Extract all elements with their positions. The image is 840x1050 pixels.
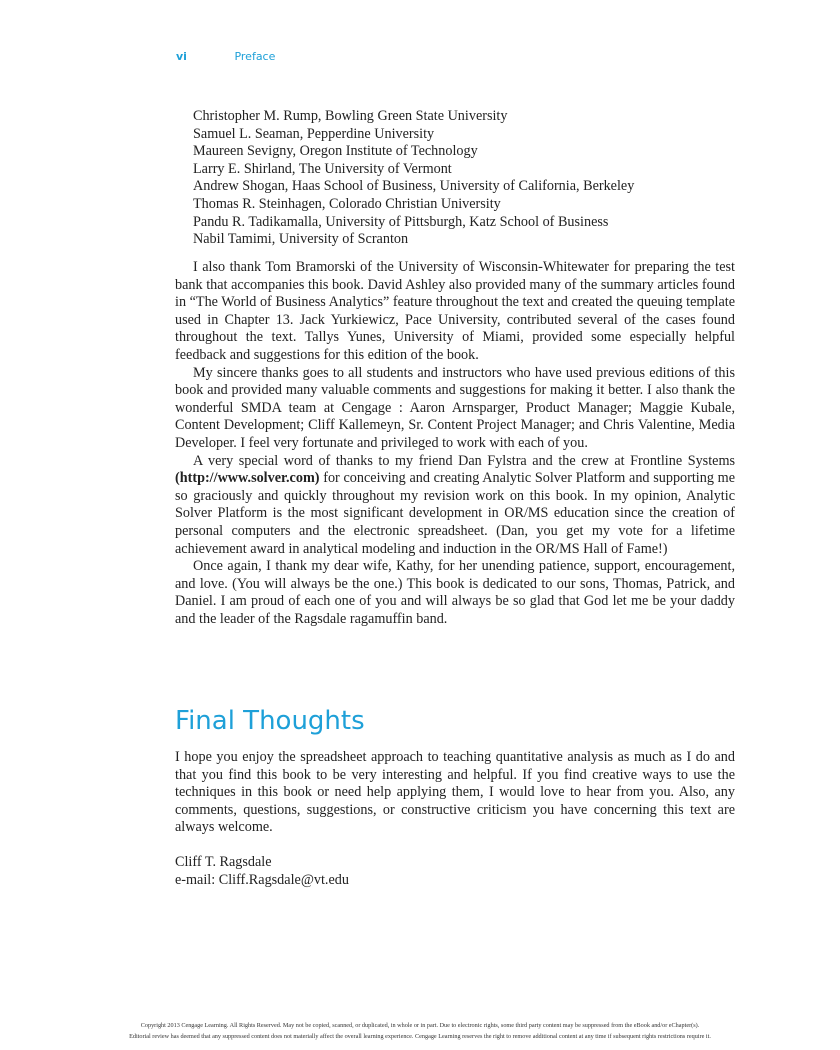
list-item: Samuel L. Seaman, Pepperdine University bbox=[193, 125, 435, 142]
paragraph: Once again, I thank my dear wife, Kathy, for her unending patience, support, encouragement, and love. (You will always be the one.) This book is dedicated to our sons, Thomas, Patrick, and Daniel. I am proud of each one of you and will always be so glad that God let me be your daddy and the leader of the Ragsdale ragamuffin band. bbox=[175, 558, 735, 627]
list-item: Andrew Shogan, Haas School of Business, University of California, Berkeley bbox=[193, 178, 635, 195]
list-item: Maureen Sevigny, Oregon Institute of Technology bbox=[193, 143, 478, 160]
copyright-notice bbox=[0, 1020, 840, 1042]
paragraph-text: A very special word of thanks to my friend Dan Fylstra and the crew at Frontline Systems bbox=[193, 452, 735, 469]
paragraph-text: for conceiving and creating Analytic Solver Platform and supporting me so graciously and quickly throughout my revision work on this book. In my opinion, Analytic Solver Platform is the most significant development in OR/MS education since the creation of personal computers and the electronic spreadsheet. (Dan, you get my vote for a lifetime achievement award in analytical modeling and induction in the OR/MS Hall of Fame!) bbox=[175, 470, 735, 557]
signature-block bbox=[175, 854, 349, 889]
author-email: e-mail: Cliff.Ragsdale@vt.edu bbox=[175, 871, 349, 888]
list-item: Larry E. Shirland, The University of Vermont bbox=[193, 160, 452, 177]
list-item: Christopher M. Rump, Bowling Green State University bbox=[193, 108, 508, 124]
copyright-line: Copyright 2013 Cengage Learning. All Rights Reserved. May not be copied, scanned, or duplicated, in whole or in part. Due to electronic rights, some third party content may be suppressed from the eBook and/or eChapter(s). bbox=[140, 1022, 700, 1029]
list-item: Nabil Tamimi, University of Scranton bbox=[193, 231, 409, 248]
solver-url-link[interactable]: (http://www.solver.com) bbox=[175, 470, 320, 487]
paragraph: I hope you enjoy the spreadsheet approach to teaching quantitative analysis as much as I do and that you find this book to be very interesting and helpful. If you find creative ways to use the techniques in this book or need help applying them, I would love to hear from you. Also, any comments, questions, suggestions, or constructive criticism you have concerning this text are always welcome. bbox=[175, 749, 735, 836]
list-item: Pandu R. Tadikamalla, University of Pittsburgh, Katz School of Business bbox=[193, 213, 609, 230]
acknowledgments-body bbox=[175, 259, 735, 628]
paragraph bbox=[175, 453, 735, 559]
final-thoughts-body bbox=[175, 749, 735, 837]
running-head-title: Preface bbox=[234, 50, 276, 63]
author-name: Cliff T. Ragsdale bbox=[175, 854, 272, 870]
paragraph: I also thank Tom Bramorski of the University of Wisconsin-Whitewater for preparing the test bank that accompanies this book. David Ashley also provided many of the summary articles found in “The World of Business Analytics” feature throughout the text and created the queuing template used in Chapter 13. Jack Yurkiewicz, Pace University, contributed several of the cases found throughout the text. Tallys Yunes, University of Miami, provided some especially helpful feedback and suggestions for this edition of the book. bbox=[175, 259, 735, 363]
list-item: Thomas R. Steinhagen, Colorado Christian University bbox=[193, 195, 501, 212]
copyright-line: Editorial review has deemed that any suppressed content does not materially affect the overall learning experience. Cengage Learning reserves the right to remove additional content at any time if subsequent rights restrictions require it. bbox=[129, 1033, 711, 1040]
paragraph: My sincere thanks goes to all students and instructors who have used previous editions of this book and provided many valuable comments and suggestions for making it better. I also thank the wonderful SMDA team at Cengage : Aaron Arnsparger, Product Manager; Maggie Kubale, Content Development; Cliff Kallemeyn, Sr. Content Project Manager; and Chris Valentine, Media Developer. I feel very fortunate and privileged to work with each of you. bbox=[175, 364, 735, 451]
section-heading: Final Thoughts bbox=[175, 706, 365, 736]
page-number: vi bbox=[176, 50, 187, 63]
running-head bbox=[176, 50, 275, 63]
reviewer-list bbox=[193, 108, 634, 249]
